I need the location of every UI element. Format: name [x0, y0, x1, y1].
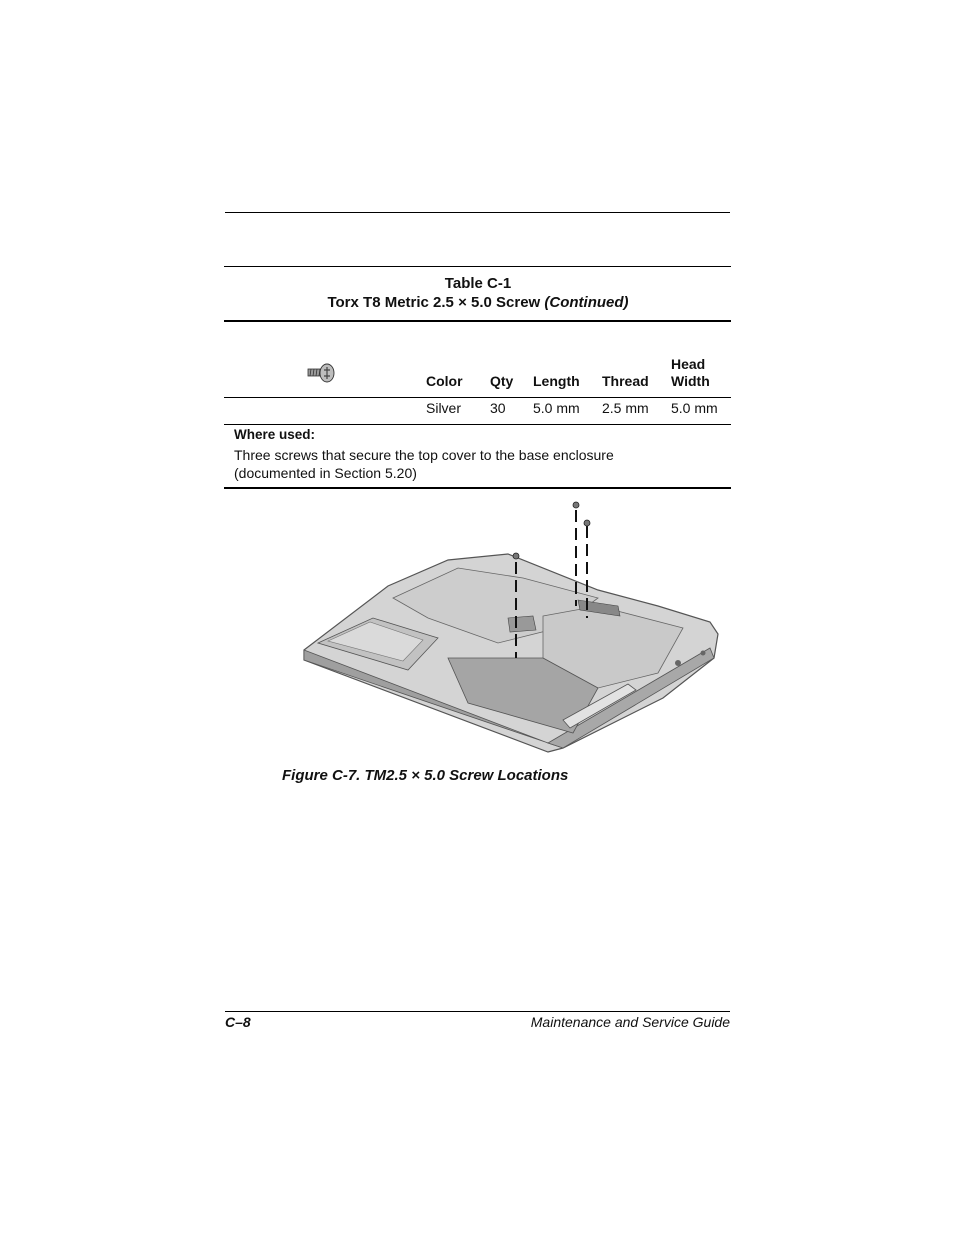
- header-length: Length: [533, 373, 580, 389]
- figure-caption: Figure C-7. TM2.5 × 5.0 Screw Locations: [282, 767, 569, 784]
- row-rule: [224, 424, 731, 425]
- table-continued: (Continued): [544, 294, 629, 311]
- header-qty: Qty: [490, 373, 514, 389]
- header-color: Color: [426, 373, 463, 389]
- footer-rule: [225, 1011, 730, 1012]
- table-title-rule: [224, 320, 731, 322]
- page-number: C–8: [225, 1014, 251, 1030]
- header-head-line2: Width: [671, 373, 710, 389]
- cell-length: 5.0 mm: [533, 400, 580, 416]
- cell-color: Silver: [426, 400, 462, 416]
- table-title: [225, 294, 731, 311]
- table-top-rule: [224, 266, 731, 267]
- header-thread: Thread: [602, 373, 649, 389]
- header-head-line1: Head: [671, 356, 706, 372]
- cell-head-width: 5.0 mm: [671, 400, 718, 416]
- table-title-text: Torx T8 Metric 2.5 × 5.0 Screw: [327, 294, 541, 311]
- header-head-width: [671, 356, 710, 390]
- where-used-line1: Three screws that secure the top cover to the base enclosure: [234, 447, 614, 463]
- table-label: [225, 275, 731, 292]
- where-used-label: Where used:: [234, 427, 316, 442]
- cell-thread: 2.5 mm: [602, 400, 649, 416]
- screw-icon: [305, 360, 337, 386]
- guide-title: Maintenance and Service Guide: [530, 1014, 730, 1030]
- table-bottom-rule: [224, 487, 731, 489]
- where-used-line2: (documented in Section 5.20): [234, 465, 417, 481]
- where-used-text: [234, 446, 704, 482]
- table-label-text: Table C-1: [444, 275, 512, 292]
- cell-qty: 30: [490, 400, 506, 416]
- header-rule: [224, 397, 731, 398]
- base-enclosure-illustration: [298, 498, 723, 760]
- top-rule: [225, 212, 730, 213]
